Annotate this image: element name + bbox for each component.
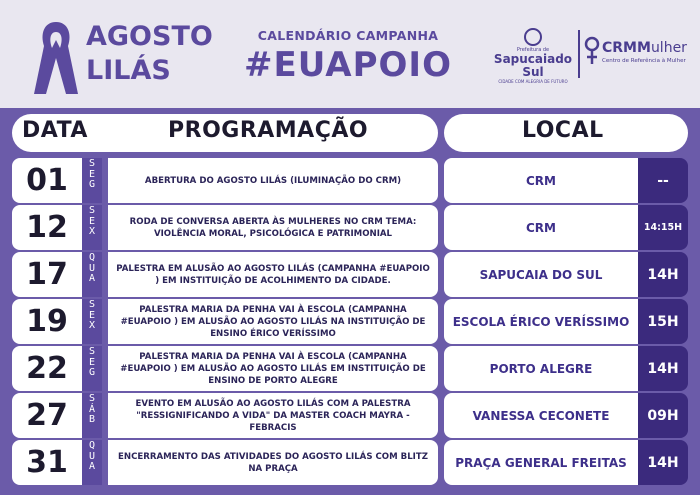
logo-divider [578,30,580,78]
event-day: 17 [12,252,82,297]
event-place: VANESSA CECONETE [444,393,638,438]
event-place: SAPUCAIA DO SUL [444,252,638,297]
event-day: 27 [12,393,82,438]
event-weekday: S E G [82,158,102,203]
sapucaia-slogan: CIDADE COM ALEGRIA DE FUTURO [498,79,568,84]
event-description: EVENTO EM ALUSÃO AO AGOSTO LILÁS COM A PALESTRA "RESSIGNIFICANDO A VIDA" DA MASTER COACH MAYRA - FEBRACIS [108,393,438,438]
event-row [0,299,700,344]
event-row [0,158,700,203]
event-description: RODA DE CONVERSA ABERTA ÀS MULHERES NO CRM TEMA: VIOLÊNCIA MORAL, PSICOLÓGICA E PATRIMONIAL [108,205,438,250]
event-row [0,440,700,485]
awareness-ribbon-icon [30,18,82,98]
event-place: PRAÇA GENERAL FREITAS [444,440,638,485]
sapucaia-logo [492,28,574,84]
brand-line-1: AGOSTO [86,21,213,52]
event-description: ABERTURA DO AGOSTO LILÁS (ILUMINAÇÃO DO CRM) [108,158,438,203]
event-day: 31 [12,440,82,485]
crm-wordmark: CRMMulher [602,40,687,56]
sapucaia-name [492,53,574,79]
event-time: 14H [638,346,688,391]
event-place: CRM [444,205,638,250]
sapucaia-name-suffix: do Sul [522,52,573,79]
event-place: ESCOLA ÉRICO VERÍSSIMO [444,299,638,344]
event-row [0,393,700,438]
event-time: 09H [638,393,688,438]
brand-title [86,20,213,88]
event-weekday: S E X [82,205,102,250]
column-date: DATA [22,118,88,143]
campaign-subtitle: CALENDÁRIO CAMPANHA [257,28,439,43]
event-day: 12 [12,205,82,250]
sapucaia-prefix: Prefeitura de [516,47,550,53]
event-weekday: Q U A [82,252,102,297]
column-place: LOCAL [522,118,604,143]
venus-icon [584,36,600,66]
crm-wordmark-mulher: ulher [650,40,687,56]
event-description: ENCERRAMENTO DAS ATIVIDADES DO AGOSTO LILÁS COM BLITZ NA PRAÇA [108,440,438,485]
sapucaia-name-main: Sapucaia [493,52,556,66]
crm-caption: Centro de Referência à Mulher [602,58,686,64]
event-description: PALESTRA MARIA DA PENHA VAI À ESCOLA (CAMPANHA #EUAPOIO ) EM ALUSÃO AO AGOSTO LILÁS EM INSTITUIÇÃO DE ENSINO DE PORTO ALEGRE [108,346,438,391]
event-weekday: S E G [82,346,102,391]
event-day: 22 [12,346,82,391]
crm-logo [584,36,694,76]
column-program: PROGRAMAÇÃO [168,118,369,143]
header [0,0,700,108]
event-time: 14H [638,440,688,485]
event-description: PALESTRA EM ALUSÃO AO AGOSTO LILÁS (CAMPANHA #EUAPOIO ) EM INSTITUIÇÃO DE ACOLHIMENTO DA CIDADE. [108,252,438,297]
crm-wordmark-crm: CRM [602,40,637,56]
event-day: 19 [12,299,82,344]
event-place: PORTO ALEGRE [444,346,638,391]
event-row [0,205,700,250]
event-weekday: Q U A [82,440,102,485]
event-row [0,346,700,391]
event-time: 15H [638,299,688,344]
event-description: PALESTRA MARIA DA PENHA VAI À ESCOLA (CAMPANHA #EUAPOIO ) EM ALUSÃO AO AGOSTO LILÁS NA INSTITUIÇÃO DE ENSINO ÉRICO VERÍSSIMO [108,299,438,344]
event-weekday: S Á B [82,393,102,438]
event-weekday: S E X [82,299,102,344]
event-day: 01 [12,158,82,203]
event-time: 14H [638,252,688,297]
campaign-hashtag: #EUAPOIO [244,45,452,85]
event-row [0,252,700,297]
event-time: 14:15H [638,205,688,250]
event-place: CRM [444,158,638,203]
event-time: -- [638,158,688,203]
brand-line-2: LILÁS [86,55,171,86]
campaign-title [238,28,458,85]
sapucaia-emblem-icon [524,28,542,46]
